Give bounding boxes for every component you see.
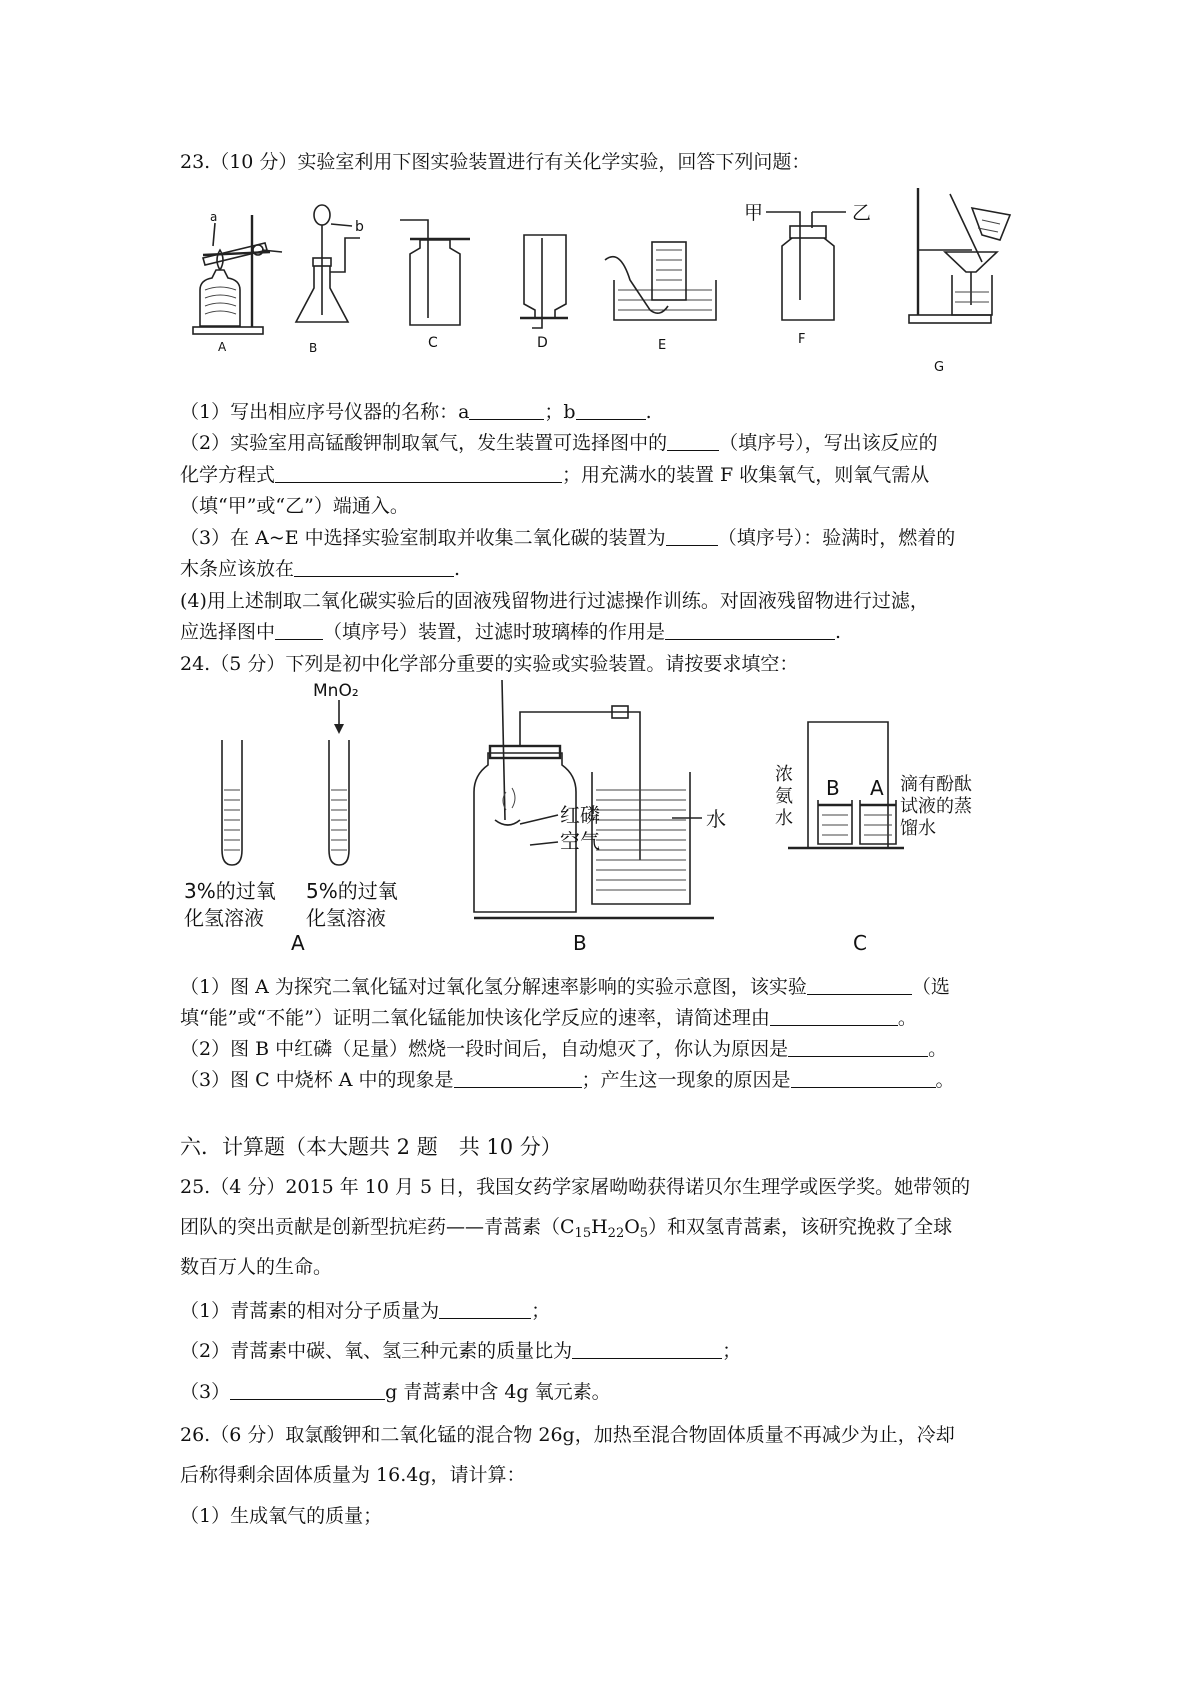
label-E: E	[658, 338, 667, 353]
q23-p3b-end: .	[454, 558, 461, 580]
label-B: B	[309, 341, 318, 355]
q23-p4b-mid: （填序号）装置，过滤时玻璃棒的作用是	[323, 621, 666, 643]
figure-c-ammonia	[775, 722, 972, 955]
phenol-label-1: 滴有酚酞	[900, 774, 972, 795]
q25-p2	[180, 1339, 741, 1363]
q23-p1-blank-a[interactable]	[469, 400, 544, 420]
q24-p1a-text: （1）图 A 为探究二氧化锰对过氧化氢分解速率影响的实验示意图，该实验	[180, 976, 807, 998]
q23-p3a	[180, 526, 955, 550]
q24-p3-blank-2[interactable]	[791, 1068, 936, 1088]
tube1-label-2: 化氢溶液	[184, 906, 264, 930]
ammonia-label-3: 水	[775, 808, 793, 829]
q23-p3a-text: （3）在 A~E 中选择实验室制取并收集二氧化碳的装置为	[180, 527, 666, 549]
q24-p2	[180, 1037, 947, 1061]
tube2-label-2: 化氢溶液	[306, 906, 386, 930]
q24-title: 24.（5 分）下列是初中化学部分重要的实验或实验装置。请按要求填空：	[180, 653, 799, 675]
q25-line3: 数百万人的生命。	[180, 1256, 333, 1278]
apparatus-g	[909, 188, 1010, 375]
q25-p3-end: g 青蒿素中含 4g 氧元素。	[385, 1381, 611, 1403]
label-b: b	[355, 219, 364, 235]
red-phosphorus-label: 红磷	[560, 803, 600, 827]
q23-p3b-text: 木条应该放在	[180, 558, 295, 580]
label-F: F	[798, 332, 806, 347]
q25-sub-15: 15	[574, 1226, 592, 1241]
q25-p2-end: ；	[722, 1340, 742, 1362]
phenol-label-2: 试液的蒸	[900, 796, 972, 817]
q25-line1: 25.（4 分）2015 年 10 月 5 日，我国女药学家屠呦呦获得诺贝尔生理学或医学奖。她带领的	[180, 1176, 971, 1198]
q25-p1-end: ；	[531, 1300, 551, 1322]
q23-p2b-end: ；用充满水的装置 F 收集氧气，则氧气需从	[562, 464, 930, 486]
q26-p1: （1）生成氧气的质量；	[180, 1505, 383, 1527]
q24-p1b	[180, 1006, 917, 1030]
q23-p1-blank-b[interactable]	[576, 400, 646, 420]
label-G: G	[934, 360, 945, 375]
q23-p1	[180, 400, 652, 424]
q23-p2c: （填“甲”或“乙”）端通入。	[180, 495, 409, 517]
q24-p1b-blank[interactable]	[770, 1006, 898, 1026]
q23-p3b-blank[interactable]	[294, 557, 454, 577]
figure-b-label: B	[573, 931, 587, 955]
q23-p1-mid: ；b	[544, 401, 576, 423]
q23-p2b-text: 化学方程式	[180, 464, 276, 486]
ammonia-label-2: 氨	[775, 786, 793, 807]
figure-c-label: C	[853, 931, 867, 955]
label-A: A	[218, 340, 227, 354]
q23-p2a	[180, 431, 938, 455]
tube2-label-1: 5%的过氧	[306, 879, 398, 903]
apparatus-d	[520, 235, 568, 351]
apparatus-f	[744, 202, 871, 347]
q25-p3-text: （3）	[180, 1381, 231, 1403]
q24-p2-end: 。	[928, 1038, 948, 1060]
q24-p2-text: （2）图 B 中红磷（足量）燃烧一段时间后，自动熄灭了，你认为原因是	[180, 1038, 789, 1060]
mno2-label: MnO₂	[313, 681, 359, 701]
q23-p2b-blank[interactable]	[275, 463, 562, 483]
q23-p2b	[180, 463, 929, 487]
label-C: C	[428, 335, 438, 351]
label-D: D	[537, 335, 548, 351]
q25-sub-5: 5	[639, 1226, 649, 1241]
air-label: 空气	[560, 829, 600, 853]
q23-p4b-end: .	[835, 621, 842, 643]
q23-p2a-text: （2）实验室用高锰酸钾制取氧气，发生装置可选择图中的	[180, 432, 668, 454]
figure-b-phosphorus	[474, 680, 726, 955]
q24-p1b-end: 。	[897, 1007, 917, 1029]
q23-p2a-end: （填序号），写出该反应的	[719, 432, 938, 454]
q25-p3	[180, 1380, 611, 1404]
q23-p4b-text: 应选择图中	[180, 621, 276, 643]
q24-p3-mid: ；产生这一现象的原因是	[581, 1069, 791, 1091]
q24-p3	[180, 1068, 955, 1092]
q25-p3-blank[interactable]	[230, 1380, 385, 1400]
section-6-title: 六．计算题（本大题共 2 题 共 10 分）	[180, 1135, 562, 1159]
label-a: a	[210, 210, 218, 224]
beaker-b-label: B	[826, 776, 840, 800]
q23-p4a: (4)用上述制取二氧化碳实验后的固液残留物进行过滤操作训练。对固液残留物进行过滤，	[180, 590, 929, 612]
apparatus-b	[296, 205, 364, 355]
ammonia-label-1: 浓	[775, 764, 793, 785]
q25-sub-22: 22	[607, 1226, 625, 1241]
q23-title: 23.（10 分）实验室利用下图实验装置进行有关化学实验，回答下列问题：	[180, 151, 811, 173]
label-jia: 甲	[744, 202, 764, 224]
q24-p3-end: 。	[935, 1069, 955, 1091]
q23-p2a-blank[interactable]	[667, 431, 719, 451]
q25-line2-end: ）和双氢青蒿素，该研究挽救了全球	[648, 1216, 953, 1238]
apparatus-e	[605, 242, 716, 353]
q23-p3a-blank[interactable]	[666, 526, 718, 546]
q25-p1	[180, 1299, 550, 1323]
q24-apparatus-figure	[0, 680, 1191, 955]
q23-p4b-blank-2[interactable]	[665, 620, 835, 640]
q24-p1a-end: （选	[911, 976, 950, 998]
q24-p2-blank[interactable]	[788, 1037, 928, 1057]
apparatus-a	[193, 210, 282, 354]
q25-h: H	[591, 1216, 608, 1238]
figure-a-test-tubes	[184, 681, 398, 955]
q26-line2: 后称得剩余固体质量为 16.4g，请计算：	[180, 1464, 526, 1486]
apparatus-c	[400, 220, 470, 351]
q25-o: O	[624, 1216, 640, 1238]
beaker-a-label: A	[870, 776, 884, 800]
figure-a-label: A	[291, 931, 305, 955]
q23-p4b-blank-1[interactable]	[275, 620, 323, 640]
q25-p2-text: （2）青蒿素中碳、氧、氢三种元素的质量比为	[180, 1340, 573, 1362]
q23-p1-text: （1）写出相应序号仪器的名称：a	[180, 401, 470, 423]
q24-p3-text: （3）图 C 中烧杯 A 中的现象是	[180, 1069, 454, 1091]
q25-p1-blank[interactable]	[439, 1299, 531, 1319]
water-label: 水	[706, 807, 726, 831]
q23-apparatus-figure	[0, 180, 1191, 380]
q24-p3-blank-1[interactable]	[454, 1068, 582, 1088]
q26-line1: 26.（6 分）取氯酸钾和二氧化锰的混合物 26g，加热至混合物固体质量不再减少为止，冷却	[180, 1424, 955, 1446]
q25-p1-text: （1）青蒿素的相对分子质量为	[180, 1300, 440, 1322]
q25-line2-pre: 团队的突出贡献是创新型抗疟药——青蒿素（C	[180, 1216, 575, 1238]
q25-p2-blank[interactable]	[572, 1339, 722, 1359]
q23-p1-end: .	[645, 401, 652, 423]
tube1-label-1: 3%的过氧	[184, 879, 276, 903]
q23-p3a-end: （填序号）：验满时，燃着的	[717, 527, 956, 549]
q24-p1a	[180, 975, 950, 999]
q25-line2	[180, 1215, 952, 1239]
label-yi: 乙	[852, 202, 872, 224]
q24-p1a-blank[interactable]	[807, 975, 912, 995]
phenol-label-3: 馏水	[900, 818, 936, 839]
q23-p4b	[180, 620, 841, 644]
q24-p1b-text: 填“能”或“不能”）证明二氧化锰能加快该化学反应的速率，请简述理由	[180, 1007, 770, 1029]
q23-p3b	[180, 557, 460, 581]
